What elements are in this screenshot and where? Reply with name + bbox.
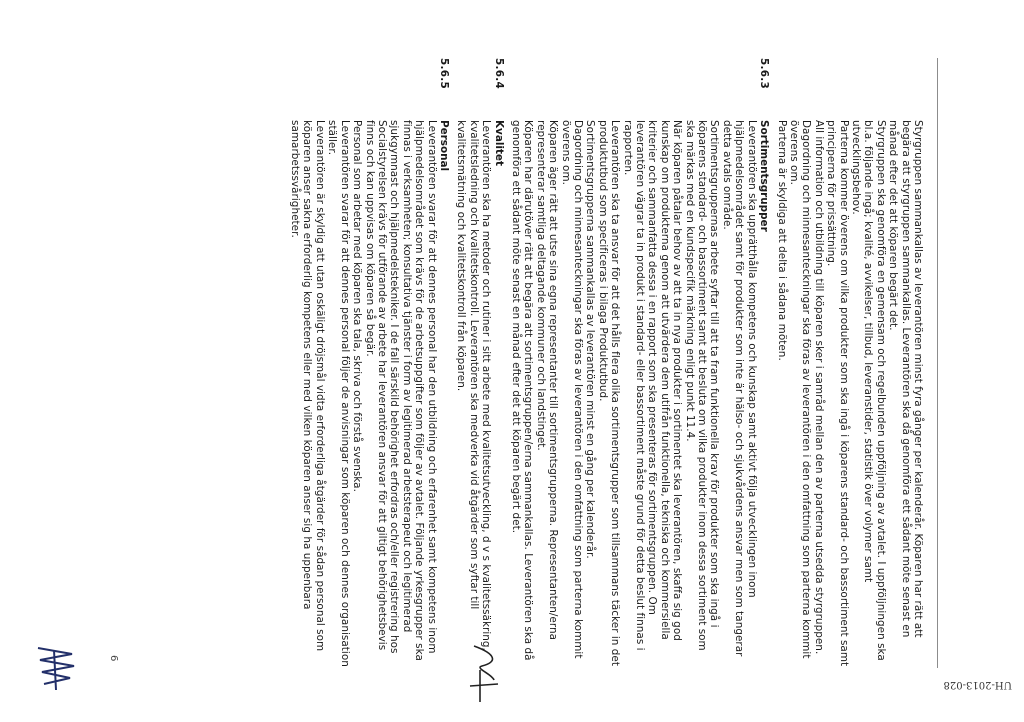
section-heading: Personal bbox=[437, 120, 450, 172]
paragraph: Leverantören ska ha metoder och rutiner i sitt arbete med kvalitetsutveckling, d v s kvalitetssäkring, kvalitetsledning och kvalitetskontroll. Leverantören ska medverka vid åtgärder som syftar till kvalitetsmätning och kvalitetskontroll från köparen. bbox=[455, 120, 493, 651]
paragraph: Dagordning och minnesanteckningar ska föras av leverantören i den omfattning som parterna kommit överens om. bbox=[787, 120, 813, 659]
section-number: 5.6.4 bbox=[492, 58, 505, 90]
paragraph: Köparen har därutöver rätt att begära att sortimentsgruppen/erna sammankallas. Leverantören ska då genomföra ett sådant möte senast en månad efter det att köparen begärt det. bbox=[510, 120, 535, 661]
paragraph: Leverantören ska upprätthålla kompetens och kunskap samt aktivt följa utvecklingen inom hjälpmedelsområdet samt för produkter som inte är hälso- och sjukvårdens ansvar men som tangerar detta avtals område. bbox=[720, 120, 758, 657]
signature-initials-icon bbox=[464, 640, 504, 710]
section-number: 5.6.3 bbox=[758, 58, 771, 90]
paragraph: Styrgruppen ska genomföra en gemensam och regelbunden uppföljning av avtalet. I uppföljningen ska bl.a. följande ingå; kvalité, avvikelser, tillbud, leveranstider, statistik över volymer samt utvecklingsbehov. bbox=[849, 120, 887, 661]
paragraph: Leverantören ska ta ansvar för att det hålls flera olika sortimentsgrupper som tillsammans täcker in det produktutbud som specificeras i bilaga Produktutbud. bbox=[596, 120, 622, 667]
section-number: 5.6.5 bbox=[437, 58, 450, 90]
page-number: 6 bbox=[108, 655, 119, 662]
paragraph: Leverantören svarar för att dennes personal har den utbildning och erfarenhet samt kompetens inom hjälpmedelsområdet som krävs för de arbetsuppgifter som följer av avtalet. Följande yrkesgrupper ska finnas i verksamheten; konsultativa tjänster i form av legitimerad arbetsterapeut och legitimerad sjukgymnast och hjälpmedelstekniker. I de fall särskild behörighet erfordras och/eller registrering hos Socialstyrelsen krävs för utförande av arbete har leverantören ansvar för att giltigt behörighetsbevis finns och kan uppvisas om köparen så begär. bbox=[363, 120, 438, 661]
paragraph: Parterna kommer överens om vilka produkter som ska ingå i köparens standard- och bassortiment samt principerna för prissättning. bbox=[825, 120, 850, 667]
section-heading: Sortimentsgrupper bbox=[758, 120, 771, 232]
signature-initials-icon bbox=[24, 640, 84, 700]
paragraph: Personal som arbetar med köparen ska tala, skriva och förstå svenska. bbox=[351, 120, 364, 492]
paragraph: Leverantören är skyldig att utan oskäligt dröjsmål vidta erforderliga åtgärder för sådan personal som köparen anser sakna erforderlig kompetens eller med vilken köparen anser sig ha uppenbara samarbetssvårigheter. bbox=[289, 120, 326, 652]
paragraph: Köparen äger rätt att utse sina egna representanter till sortimentsgrupperna. Representanten/erna representerar samtliga deltagande kommuner och landstinget. bbox=[534, 120, 560, 641]
paragraph: Sortimentsgrupperna sammankallas av leverantören minst en gång per kalenderår. bbox=[584, 120, 597, 559]
section-5-6-4 bbox=[455, 58, 505, 668]
paragraph: Sortimentsgruppernas arbete syftar till att ta fram funktionella krav för produkter som ska ingå i köparens standard- och bassortiment samt att besluta om vilka produkter inom dessa sortiment som ska märkas med en kundspecifik märkning enligt punkt 11.4. bbox=[683, 120, 721, 651]
paragraph: Parterna är skyldiga att delta i sådana möten. bbox=[775, 120, 788, 361]
paragraph: Dagordning och minnesanteckningar ska föras av leverantören i den omfattning som parterna kommit överens om. bbox=[559, 120, 585, 659]
section-5-6-5 bbox=[289, 58, 450, 668]
header-rule bbox=[937, 58, 938, 668]
paragraph: All information och utbildning till köparen sker i samråd mellan den av parterna utsedda styrgruppen. bbox=[812, 120, 825, 655]
document-reference: UH-2013-028 bbox=[943, 679, 1012, 690]
section-5-6-3 bbox=[510, 58, 771, 668]
paragraph: När köparen påtalar behov av att ta in nya produkter i sortimentet ska leverantören, skaffa sig god kunskap om produkterna genom att utvärdera dem utifrån funktionella, tekniska och kommersiella kriterier och sammanfatta dessa i en rapport som ska presenteras för sortimentsgruppen. Om leverantören vägrar ta in produkt i standard- eller bassortiment måste grund för detta beslut finnas i rapporten. bbox=[621, 120, 684, 651]
intro-block bbox=[775, 58, 924, 668]
section-heading: Kvalitet bbox=[492, 120, 505, 166]
page-content bbox=[289, 58, 924, 668]
paragraph: Styrgruppen sammankallas av leverantören minst fyra gånger per kalenderår. Köparen har rätt att begära att styrgruppen sammankallas. Leverantören ska då genomföra ett sådant möte senast en månad efter det att köparen begärt det. bbox=[887, 120, 924, 638]
paragraph: Leverantören svarar för att dennes personal följer de anvisningar som köparen och dennes organisation ställer. bbox=[326, 120, 351, 667]
